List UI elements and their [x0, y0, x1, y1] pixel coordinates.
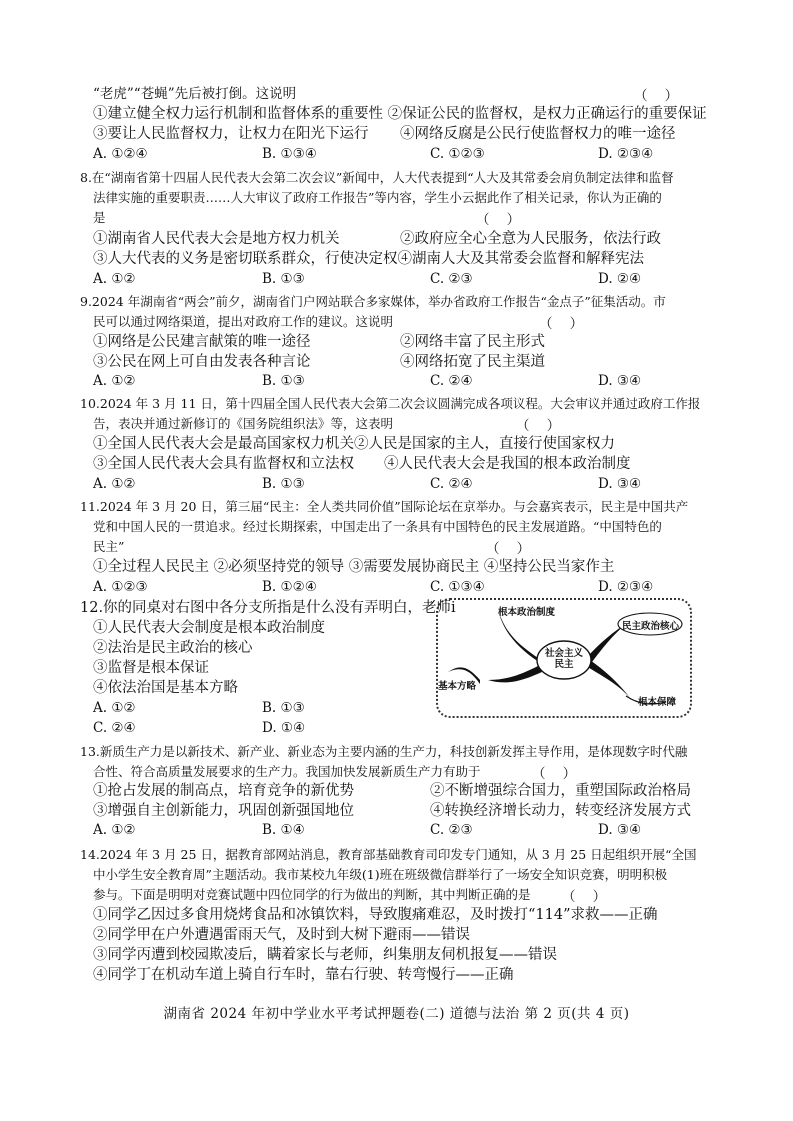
page-footer: 湖南省 2024 年初中学业水平考试押题卷(二) 道德与法治 第 2 页(共 4 页) [163, 1006, 630, 1022]
q12-choice-b[interactable]: B. ①③ [262, 700, 305, 716]
q13-choice-c[interactable]: C. ②③ [430, 822, 473, 838]
q7-choice-d[interactable]: D. ②③④ [598, 146, 654, 162]
q14-stem-line1: 14.2024 年 3 月 25 日，据教育部网站消息，教育部基础教育司印发专门通知，从 3 月 25 日起组织开展“全国 [80, 847, 697, 862]
branch-top [498, 610, 542, 664]
q8-option-2: ②政府应全心全意为人民服务，依法行政 [400, 231, 661, 247]
center-label-line1: 社会主义 [544, 648, 583, 659]
q13-choice-d[interactable]: D. ③④ [598, 822, 642, 838]
q9-option-1: ①网络是公民建言献策的唯一途径 [93, 334, 311, 350]
q10-choice-b[interactable]: B. ①③ [262, 476, 305, 492]
q8-choice-b[interactable]: B. ①③ [262, 271, 305, 287]
q12-option-2: ②法治是民主政治的核心 [93, 640, 253, 656]
q10-answer-paren[interactable]: （ ） [516, 418, 561, 434]
q13-stem-line2: 合性、符合高质量发展要求的生产力。我国加快发展新质生产力有助于 [93, 764, 481, 779]
q11-choice-b[interactable]: B. ①②④ [262, 579, 317, 595]
q9-stem-line1: 9.2024 年湖南省“两会”前夕，湖南省门户网站联合多家媒体，举办省政府工作报告“金点子”征集活动。市 [80, 294, 666, 309]
q13-option-3: ③增强自主创新能力，巩固创新强国地位 [93, 803, 354, 819]
mind-map-right-top-label: 民主政治核心 [622, 621, 680, 632]
q12-choice-a[interactable]: A. ①② [93, 700, 136, 716]
q12-option-1: ①人民代表大会制度是根本政治制度 [93, 620, 325, 636]
q9-answer-paren[interactable]: （ ） [539, 316, 584, 332]
mind-map-left-label: 基本方略 [438, 681, 477, 692]
q9-choice-d[interactable]: D. ③④ [598, 373, 642, 389]
q8-stem-line1: 8.在“湖南省第十四届人民代表大会第二次会议”新闻中，人大代表提到“人大及其常委会肩负制定法律和监督 [80, 170, 674, 185]
branch-left [488, 666, 542, 682]
q7-choice-c[interactable]: C. ①②③ [430, 146, 485, 162]
q12-stem: 12.你的同桌对右图中各分支所指是什么没有弄明白，老师i [80, 600, 456, 616]
q13-option-2: ②不断增强综合国力，重塑国际政治格局 [430, 783, 691, 799]
q13-choice-b[interactable]: B. ①④ [262, 822, 305, 838]
q13-stem-line1: 13.新质生产力是以新技术、新产业、新业态为主要内涵的生产力，科技创新发挥主导作用，是体现数字时代融 [80, 744, 688, 759]
q11-answer-paren[interactable]: （ ） [486, 541, 531, 557]
center-label-line2: 民主 [554, 659, 574, 670]
q11-stem-line2: 党和中国人民的一贯追求。经过长期探索，中国走出了一条具有中国特色的民主发展道路。“中国特色的 [93, 519, 662, 534]
mind-map-center-label [542, 648, 586, 670]
q14-option-3: ③同学丙遭到校园欺凌后，瞒着家长与老师，纠集朋友伺机报复——错误 [93, 947, 557, 963]
q11-choice-a[interactable]: A. ①②③ [93, 579, 148, 595]
q9-choice-a[interactable]: A. ①② [93, 373, 136, 389]
q14-stem-line2: 中小学生安全教育周”主题活动。我市某校九年级(1)班在班级微信群举行了一场安全知识竞赛，明明积极 [93, 867, 668, 882]
q8-stem-line2: 法律实施的重要职责……人大审议了政府工作报告”等内容，学生小云据此作了相关记录，你认为正确的 [93, 190, 662, 205]
q10-option-1-2: ①全国人民代表大会是最高国家权力机关②人民是国家的主人，直接行使国家权力 [93, 436, 615, 452]
q9-option-3: ③公民在网上可自由发表各种言论 [93, 354, 311, 370]
q9-option-4: ④网络拓宽了民主渠道 [400, 354, 545, 370]
q8-choice-a[interactable]: A. ①② [93, 271, 136, 287]
q8-stem-line3: 是 [93, 210, 106, 225]
q8-option-3-4: ③人大代表的义务是密切联系群众，行使决定权④湖南人大及其常委会监督和解释宪法 [93, 251, 644, 267]
q10-option-3: ③全国人民代表大会具有监督权和立法权 [93, 456, 354, 472]
q7-option-3: ③要让人民监督权力，让权力在阳光下运行 [93, 126, 369, 142]
q11-choice-d[interactable]: D. ②③④ [598, 579, 654, 595]
q12-choice-d[interactable]: D. ①④ [262, 720, 306, 736]
q14-option-1: ①同学乙因过多食用烧烤食品和冰镇饮料，导致腹痛难忍，及时拨打“114”求救——正确 [93, 907, 658, 923]
q10-choice-a[interactable]: A. ①② [93, 476, 136, 492]
branch-right-top [588, 624, 626, 662]
q11-stem-line3: 民主” [93, 539, 125, 554]
q7-choice-a[interactable]: A. ①②④ [93, 146, 148, 162]
mind-map-right-bottom-label: 根本保障 [638, 697, 677, 708]
q14-option-2: ②同学甲在户外遭遇雷雨天气，及时到大树下避雨——错误 [93, 927, 470, 943]
q7-option-1-2: ①建立健全权力运行机制和监督体系的重要性 ②保证公民的监督权，是权力正确运行的重要保证 [93, 106, 707, 122]
q9-option-2: ②网络丰富了民主形式 [400, 334, 545, 350]
q10-choice-d[interactable]: D. ③④ [598, 476, 642, 492]
q13-option-1: ①抢占发展的制高点，培育竞争的新优势 [93, 783, 354, 799]
q7-stem-tail: “老虎”“苍蝇”先后被打倒。这说明 [93, 86, 297, 102]
q10-option-4: ④人民代表大会是我国的根本政治制度 [384, 456, 631, 472]
q7-choice-b[interactable]: B. ①③④ [262, 146, 317, 162]
mind-map-top-label: 根本政治制度 [498, 607, 556, 618]
q14-option-4: ④同学丁在机动车道上骑自行车时，靠右行驶、转弯慢行——正确 [93, 967, 514, 983]
q11-choice-c[interactable]: C. ①③④ [430, 579, 485, 595]
q8-answer-paren[interactable]: （ ） [476, 212, 521, 228]
q10-stem-line1: 10.2024 年 3 月 11 日，第十四届全国人民代表大会第二次会议圆满完成各项议程。大会审议并通过政府工作报 [80, 396, 701, 411]
q8-choice-c[interactable]: C. ②③ [430, 271, 473, 287]
q12-choice-c[interactable]: C. ②④ [93, 720, 136, 736]
q7-option-4: ④网络反腐是公民行使监督权力的唯一途径 [400, 126, 676, 142]
q10-choice-c[interactable]: C. ②④ [430, 476, 473, 492]
q13-option-4: ④转换经济增长动力，转变经济发展方式 [430, 803, 691, 819]
q9-stem-line2: 民可以通过网络渠道，提出对政府工作的建议。这说明 [93, 314, 394, 329]
q9-choice-b[interactable]: B. ①③ [262, 373, 305, 389]
q12-option-4: ④依法治国是基本方略 [93, 680, 238, 696]
q11-stem-line1: 11.2024 年 3 月 20 日，第三届“民主：全人类共同价值”国际论坛在京举办。与会嘉宾表示，民主是中国共产 [80, 499, 689, 514]
q7-answer-paren[interactable]: （ ） [634, 88, 679, 104]
branch-right-bottom [586, 660, 630, 698]
q13-answer-paren[interactable]: （ ） [532, 766, 577, 782]
q9-choice-c[interactable]: C. ②④ [430, 373, 473, 389]
q12-option-3: ③监督是根本保证 [93, 660, 209, 676]
q14-stem-line3: 参与。下面是明明对竞赛试题中四位同学的行为做出的判断，其中判断正确的是 [93, 887, 531, 902]
q14-answer-paren[interactable]: （ ） [562, 889, 607, 905]
q8-option-1: ①湖南省人民代表大会是地方权力机关 [93, 231, 340, 247]
q8-choice-d[interactable]: D. ②④ [598, 271, 642, 287]
q13-choice-a[interactable]: A. ①② [93, 822, 136, 838]
q11-options: ①全过程人民民主 ②必须坚持党的领导 ③需要发展协商民主 ④坚持公民当家作主 [93, 559, 615, 575]
q10-stem-line2: 告，表决并通过新修订的《国务院组织法》等，这表明 [93, 416, 394, 431]
mind-map-figure [436, 598, 692, 718]
